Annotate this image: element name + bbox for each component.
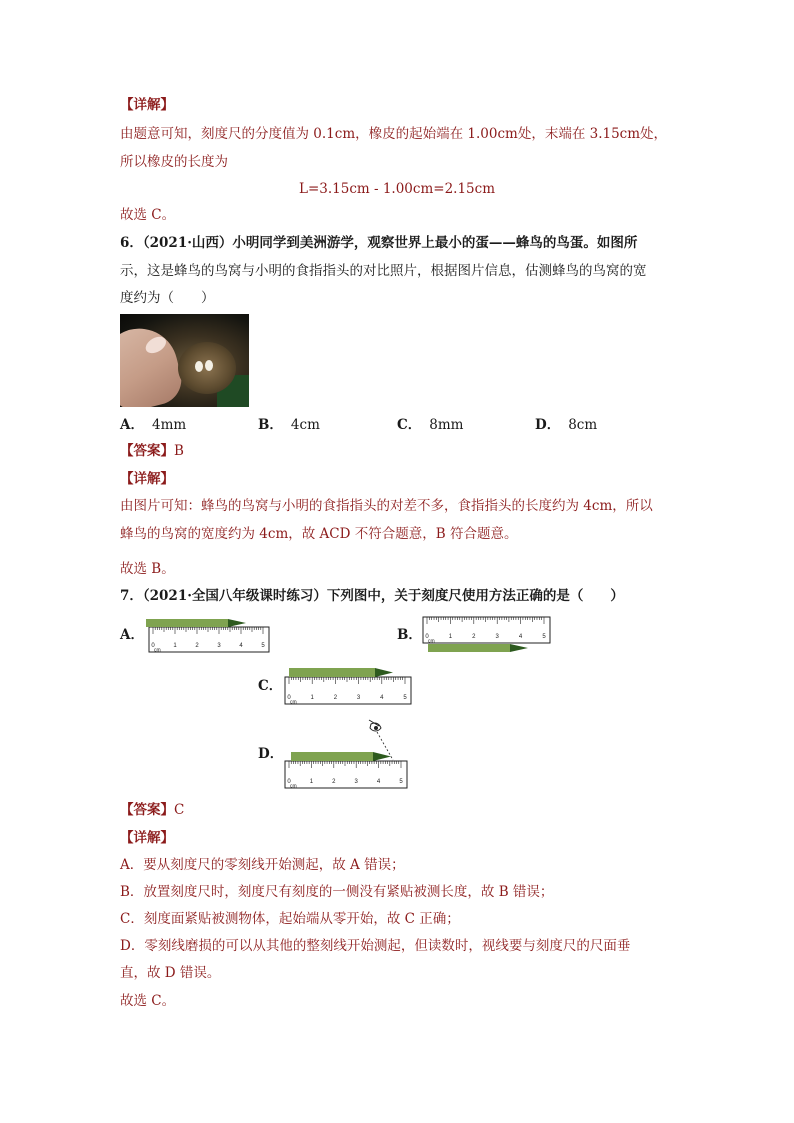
option-d: D． 8cm	[535, 417, 598, 433]
ruler-figure-d	[283, 716, 413, 792]
answer-6: 【答案】B	[120, 443, 184, 459]
eye-pupil	[374, 726, 378, 730]
detail-6-line2: 蜂鸟的鸟窝的宽度约为 4cm，故 ACD 不符合题意，B 符合题意。	[120, 526, 518, 542]
detail-6-line1: 由图片可知：蜂鸟的鸟窝与小明的食指指头的对差不多，食指指头的长度约为 4cm，所以	[120, 498, 653, 514]
ruler-figure-a	[144, 616, 274, 656]
ruler-figure-b	[420, 615, 555, 657]
fig-c-tick-label: 0	[287, 695, 291, 701]
fig-c-pencil-tip	[375, 668, 393, 677]
equation: L=3.15cm - 1.00cm=2.15cm	[299, 181, 495, 197]
fig-b-tick-label: 4	[518, 634, 523, 640]
finger-shape	[120, 320, 187, 407]
nest-shape	[178, 342, 236, 394]
detail-7-a: A．要从刻度尺的零刻线开始测起，故 A 错误；	[120, 857, 405, 873]
detail-7-d-line2: 直，故 D 错误。	[120, 965, 221, 981]
fig-b-unit-label: cm	[428, 638, 435, 645]
egg-left	[195, 361, 203, 372]
conclusion-7: 故选 C。	[120, 993, 176, 1009]
fig-d-ruler-body	[285, 761, 407, 788]
detail-7-b: B．放置刻度尺时，刻度尺有刻度的一侧没有紧贴被测长度，故 B 错误；	[120, 884, 554, 900]
detail-heading-7: 【详解】	[120, 830, 174, 846]
fig-c-tick-label: 1	[310, 695, 314, 701]
fig-label-c: C．	[258, 678, 283, 694]
fig-d-tick-label: 0	[287, 779, 291, 785]
fig-a-tick-label: 3	[217, 643, 221, 649]
fig-a-unit-label: cm	[154, 647, 161, 654]
answer-7: 【答案】C	[120, 802, 185, 818]
question-7-line1: 7．（2021·全国八年级课时练习）下列图中，关于刻度尺使用方法正确的是（ ）	[120, 588, 624, 604]
fig-c-ruler-body	[285, 677, 411, 704]
question-6-line2: 示，这是蜂鸟的鸟窝与小明的食指指头的对比照片，根据图片信息，估测蜂鸟的鸟窝的宽	[120, 263, 647, 279]
fig-label-a: A．	[120, 627, 144, 643]
question-6-line3: 度约为（ ）	[120, 290, 215, 306]
fig-c-tick-label: 4	[380, 695, 384, 701]
fig-b-tick-label: 3	[495, 634, 499, 640]
conclusion-6: 故选 B。	[120, 561, 175, 577]
fig-c-tick-label: 5	[403, 695, 407, 701]
fig-d-tick-label: 1	[309, 779, 314, 785]
fig-c-tick-label: 3	[356, 695, 361, 701]
ruler-figure-c	[283, 664, 415, 706]
option-c: C． 8mm	[397, 417, 464, 433]
fig-d-tick-label: 3	[354, 779, 358, 785]
detail-7-d-line1: D．零刻线磨损的可以从其他的整刻线开始测起，但读数时，视线要与刻度尺的尺面垂	[120, 938, 631, 954]
fig-b-tick-label: 5	[542, 634, 546, 640]
fig-label-b: B．	[397, 627, 422, 643]
question-6-line1: 6．（2021·山西）小明同学到美洲游学，观察世界上最小的蛋——蜂鸟的鸟蛋。如图所	[120, 235, 638, 251]
detail-heading-5: 【详解】	[120, 97, 174, 113]
fig-b-tick-label: 1	[448, 634, 453, 640]
fig-b-pencil-tip	[510, 644, 528, 652]
fig-b-tick-label: 2	[472, 634, 476, 640]
detail-text-5-line1: 由题意可知，刻度尺的分度值为 0.1cm，橡皮的起始端在 1.00cm处，末端在 3.15cm处，	[120, 126, 668, 142]
fig-c-tick-label: 2	[333, 695, 338, 701]
conclusion-5: 故选 C。	[120, 207, 176, 223]
option-a: A． 4mm	[120, 417, 187, 433]
fig-b-ruler-body	[423, 617, 550, 643]
fig-a-ruler-body	[149, 627, 269, 652]
fig-a-tick-label: 0	[151, 643, 155, 649]
detail-7-c: C．刻度面紧贴被测物体，起始端从零开始，故 C 正确；	[120, 911, 460, 927]
fig-a-tick-label: 1	[173, 643, 177, 649]
fig-d-pencil-body	[291, 752, 373, 761]
egg-right	[205, 360, 213, 371]
fig-d-tick-label: 5	[399, 779, 403, 785]
fig-a-pencil-body	[146, 619, 228, 627]
fig-d-tick-label: 4	[376, 779, 381, 785]
fig-b-pencil-body	[428, 644, 510, 652]
fig-b-tick-label: 0	[425, 634, 429, 640]
fig-c-unit-label: cm	[290, 699, 297, 706]
fig-d-unit-label: cm	[290, 783, 297, 790]
fig-a-tick-label: 4	[239, 643, 243, 649]
hummingbird-nest-photo	[120, 314, 249, 407]
detail-text-5-line2: 所以橡皮的长度为	[120, 154, 228, 170]
fig-c-pencil-body	[289, 668, 375, 677]
fig-a-tick-label: 5	[261, 643, 265, 649]
fig-label-d: D．	[258, 746, 284, 762]
fig-a-tick-label: 2	[195, 643, 199, 649]
fig-d-tick-label: 2	[332, 779, 336, 785]
detail-heading-6: 【详解】	[120, 471, 174, 487]
option-b: B． 4cm	[258, 417, 320, 433]
fig-d-pencil-tip	[373, 752, 391, 761]
fig-a-pencil-tip	[228, 619, 246, 627]
